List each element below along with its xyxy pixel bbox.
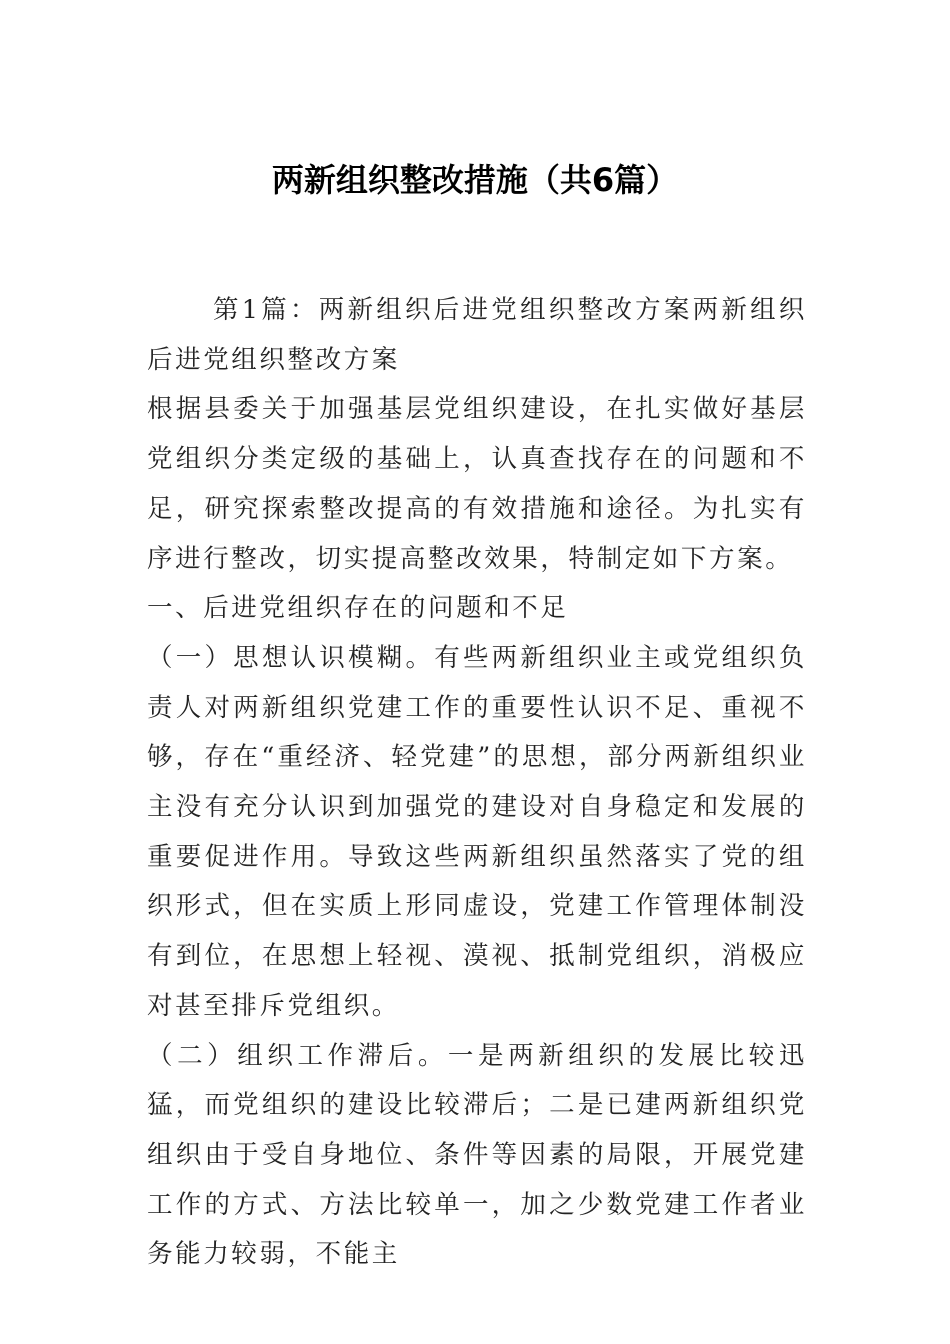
paragraph-intro: 根据县委关于加强基层党组织建设，在扎实做好基层党组织分类定级的基础上，认真查找存在的问题和不足，研究探索整改提高的有效措施和途径。为扎实有序进行整改，切实提高整改效果，特制定如下方案。 xyxy=(147,394,807,574)
paragraph-chapter-heading: 第1篇：两新组织后进党组织整改方案两新组织后进党组织整改方案 xyxy=(147,295,807,375)
paragraph-item-1: （一）思想认识模糊。有些两新组织业主或党组织负责人对两新组织党建工作的重要性认识不足、重视不够，存在“重经济、轻党建”的思想，部分两新组织业主没有充分认识到加强党的建设对自身稳定和发展的重要促进作用。导致这些两新组织虽然落实了党的组织形式，但在实质上形同虚设，党建工作管理体制没有到位，在思想上轻视、漠视、抵制党组织，消极应对甚至排斥党组织。 xyxy=(147,642,807,1021)
document-body xyxy=(147,286,807,1280)
paragraph-item-2: （二）组织工作滞后。一是两新组织的发展比较迅猛，而党组织的建设比较滞后；二是已建两新组织党组织由于受自身地位、条件等因素的局限，开展党建工作的方式、方法比较单一，加之少数党建工作者业务能力较弱，不能主 xyxy=(147,1040,807,1270)
paragraph-section-heading: 一、后进党组织存在的问题和不足 xyxy=(147,593,569,624)
document-title: 两新组织整改措施（共6篇） xyxy=(271,161,679,199)
